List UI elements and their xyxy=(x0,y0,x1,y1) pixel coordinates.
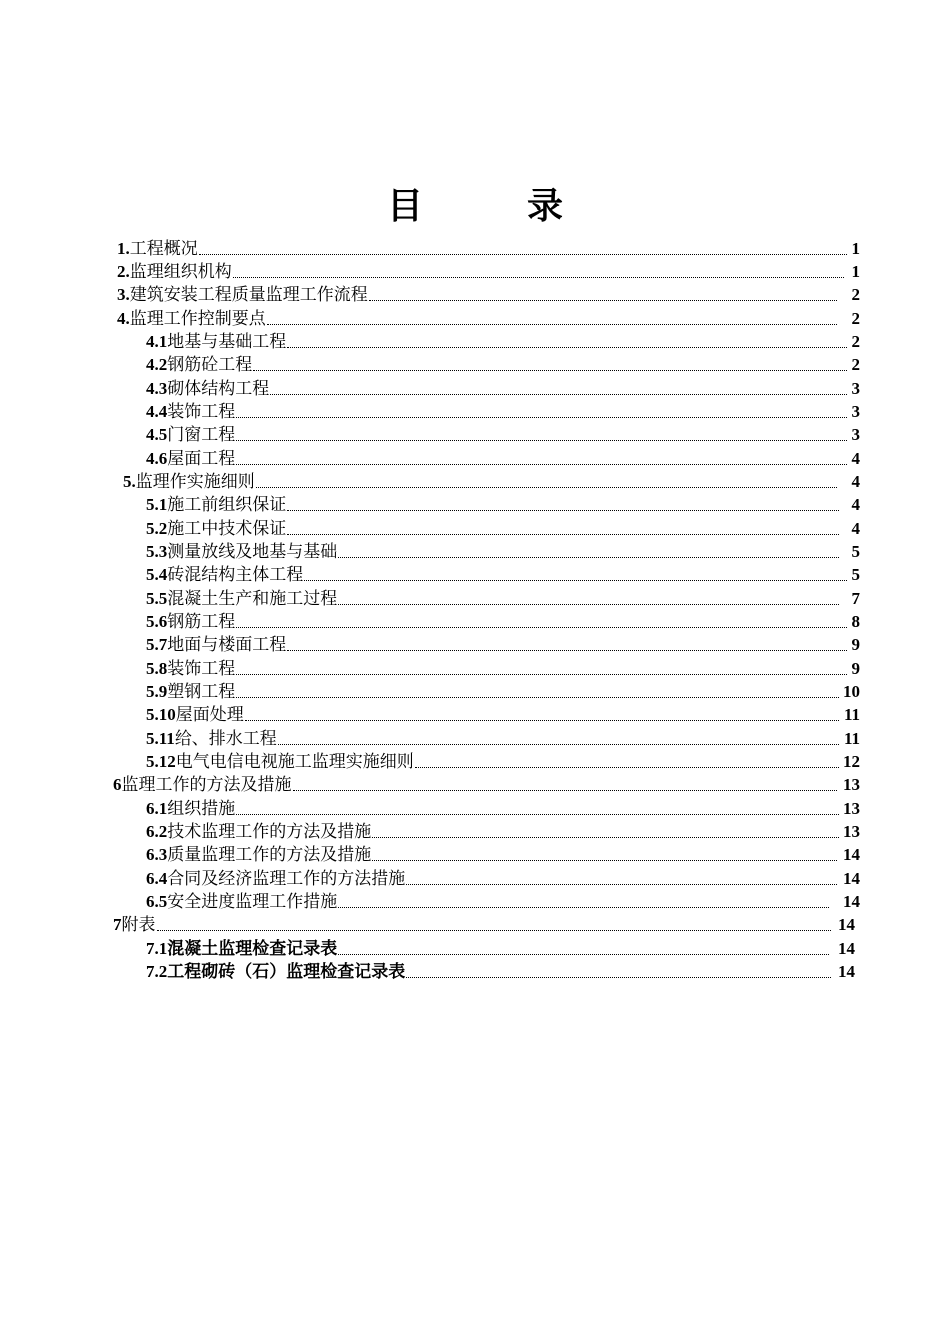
toc-entry-number: 6.5 xyxy=(146,892,168,911)
toc-entry-title: 地基与基础工程 xyxy=(167,332,287,352)
toc-entry-number: 5.10 xyxy=(146,705,176,724)
dot-leader xyxy=(256,486,837,488)
toc-entry-title: 屋面工程 xyxy=(167,449,236,469)
toc-entry-page: 14 xyxy=(838,939,855,958)
toc-entry-title: 门窗工程 xyxy=(167,425,236,445)
dot-leader xyxy=(236,416,847,418)
toc-entry-title: 屋面处理 xyxy=(175,705,244,725)
toc-entry[interactable] xyxy=(146,422,848,445)
toc-entry-number: 5.3 xyxy=(146,542,168,561)
toc-entry-page: 7 xyxy=(851,589,860,608)
toc-entry[interactable] xyxy=(113,772,838,795)
toc-entry-page: 14 xyxy=(843,869,860,888)
toc-entry-title: 装饰工程 xyxy=(167,659,236,679)
toc-entry[interactable] xyxy=(117,306,838,329)
dot-leader xyxy=(267,323,837,325)
toc-entry[interactable] xyxy=(146,446,848,469)
toc-entry-number: 7 xyxy=(113,915,122,934)
toc-entry-number: 4.5 xyxy=(146,425,168,444)
toc-entry-page: 2 xyxy=(851,309,860,328)
toc-entry-page: 9 xyxy=(851,635,860,654)
toc-entry-number: 4. xyxy=(117,309,130,328)
toc-entry[interactable] xyxy=(146,399,848,422)
toc-entry-number: 5.12 xyxy=(146,752,176,771)
toc-entry-page: 12 xyxy=(843,752,860,771)
toc-entry-title: 混凝土生产和施工过程 xyxy=(167,589,338,609)
dot-leader xyxy=(338,906,829,908)
toc-entry-title: 施工中技术保证 xyxy=(167,519,287,539)
dot-leader xyxy=(372,836,839,838)
toc-entry-page: 3 xyxy=(851,402,860,421)
toc-entry-number: 4.1 xyxy=(146,332,168,351)
toc-entry[interactable] xyxy=(146,819,840,842)
toc-entry-title: 合同及经济监理工作的方法措施 xyxy=(167,869,406,889)
toc-entry-page: 14 xyxy=(838,962,855,981)
dot-leader xyxy=(369,299,837,301)
toc-entry[interactable] xyxy=(146,796,840,819)
toc-entry[interactable] xyxy=(146,749,840,772)
toc-entry-page: 3 xyxy=(851,425,860,444)
toc-entry[interactable] xyxy=(146,539,840,562)
toc-entry-number: 5.9 xyxy=(146,682,168,701)
toc-entry[interactable] xyxy=(123,469,838,492)
toc-entry-number: 5.1 xyxy=(146,495,168,514)
toc-entry-title: 地面与楼面工程 xyxy=(167,635,287,655)
dot-leader xyxy=(287,509,839,511)
toc-entry-number: 1. xyxy=(117,239,130,258)
toc-entry-title: 给、排水工程 xyxy=(174,729,277,749)
toc-entry-number: 5.2 xyxy=(146,519,168,538)
toc-entry[interactable] xyxy=(146,726,840,749)
dot-leader xyxy=(293,789,838,791)
toc-entry-number: 4.4 xyxy=(146,402,168,421)
toc-entry[interactable] xyxy=(146,562,848,585)
toc-entry-title: 质量监理工作的方法及措施 xyxy=(167,845,372,865)
toc-entry-page: 5 xyxy=(851,542,860,561)
dot-leader xyxy=(338,953,829,955)
toc-entry-page: 9 xyxy=(851,659,860,678)
dot-leader xyxy=(287,533,839,535)
page-title xyxy=(0,178,950,229)
toc-entry[interactable] xyxy=(146,492,840,515)
toc-entry[interactable] xyxy=(146,842,838,865)
dot-leader xyxy=(236,626,847,628)
toc-entry-page: 11 xyxy=(843,705,860,724)
toc-entry-number: 4.6 xyxy=(146,449,168,468)
toc-entry-number: 5.8 xyxy=(146,659,168,678)
toc-entry-title: 装饰工程 xyxy=(167,402,236,422)
dot-leader xyxy=(245,719,839,721)
toc-entry-number: 6.1 xyxy=(146,799,168,818)
toc-entry-page: 2 xyxy=(851,332,860,351)
toc-entry-title: 电气电信电视施工监理实施细则 xyxy=(175,752,414,772)
dot-leader xyxy=(338,556,839,558)
toc-entry[interactable] xyxy=(117,282,838,305)
toc-entry-page: 2 xyxy=(851,355,860,374)
toc-entry-page: 4 xyxy=(851,449,860,468)
dot-leader xyxy=(236,813,839,815)
toc-entry[interactable] xyxy=(146,516,840,539)
toc-entry-title: 砌体结构工程 xyxy=(167,379,270,399)
toc-entry-page: 10 xyxy=(843,682,860,701)
toc-entry[interactable] xyxy=(117,259,845,282)
dot-leader xyxy=(287,346,847,348)
toc-entry-page: 14 xyxy=(843,845,860,864)
toc-entry-title: 砖混结构主体工程 xyxy=(167,565,304,585)
dot-leader xyxy=(406,976,831,978)
dot-leader xyxy=(199,253,847,255)
toc-entry[interactable] xyxy=(146,959,832,982)
toc-entry-title: 钢筋砼工程 xyxy=(167,355,253,375)
toc-entry[interactable] xyxy=(146,656,848,679)
toc-entry[interactable] xyxy=(146,352,848,375)
toc-entry-number: 7.1 xyxy=(146,939,168,958)
toc-entry-number: 5. xyxy=(123,472,136,491)
toc-entry-number: 2. xyxy=(117,262,130,281)
toc-entry-number: 7.2 xyxy=(146,962,168,981)
toc-entry-page: 4 xyxy=(851,472,860,491)
toc-entry[interactable] xyxy=(146,609,848,632)
toc-entry-number: 5.11 xyxy=(146,729,175,748)
title-char-1: 目 xyxy=(386,185,423,227)
toc-entry-title: 建筑安装工程质量监理工作流程 xyxy=(129,285,368,305)
toc-entry-number: 4.2 xyxy=(146,355,168,374)
toc-entry-page: 13 xyxy=(843,799,860,818)
toc-entry-page: 5 xyxy=(851,565,860,584)
toc-entry[interactable] xyxy=(146,702,840,725)
toc-entry-title: 施工前组织保证 xyxy=(167,495,287,515)
toc-entry-number: 4.3 xyxy=(146,379,168,398)
toc-entry-title: 技术监理工作的方法及措施 xyxy=(167,822,372,842)
toc-entry-title: 工程概况 xyxy=(129,239,198,259)
toc-entry-title: 监理组织机构 xyxy=(129,262,232,282)
toc-entry-title: 塑钢工程 xyxy=(167,682,236,702)
title-char-2: 录 xyxy=(527,185,564,227)
dot-leader xyxy=(236,463,847,465)
toc-entry[interactable] xyxy=(146,632,848,655)
toc-entry-title: 工程砌砖（石）监理检查记录表 xyxy=(167,962,406,982)
toc-entry-title: 组织措施 xyxy=(167,799,236,819)
toc-entry-number: 6.4 xyxy=(146,869,168,888)
toc-entry-page: 8 xyxy=(851,612,860,631)
toc-entry[interactable] xyxy=(146,889,830,912)
dot-leader xyxy=(304,579,847,581)
toc-entry-title: 监理工作的方法及措施 xyxy=(121,775,292,795)
toc-entry-number: 5.4 xyxy=(146,565,168,584)
toc-entry-title: 监理工作控制要点 xyxy=(129,309,266,329)
toc-entry-page: 4 xyxy=(851,519,860,538)
toc-entry-page: 11 xyxy=(843,729,860,748)
dot-leader xyxy=(372,859,837,861)
toc-entry-page: 13 xyxy=(843,775,860,794)
dot-leader xyxy=(236,696,839,698)
toc-entry[interactable] xyxy=(146,586,840,609)
toc-entry-page: 14 xyxy=(838,915,855,934)
toc-entry-page: 13 xyxy=(843,822,860,841)
toc-entry-number: 3. xyxy=(117,285,130,304)
toc-entry-number: 6.2 xyxy=(146,822,168,841)
toc-entry[interactable] xyxy=(146,376,848,399)
toc-entry-number: 6.3 xyxy=(146,845,168,864)
toc-entry-number: 6 xyxy=(113,775,122,794)
toc-entry-title: 测量放线及地基与基础 xyxy=(167,542,338,562)
toc-entry-title: 钢筋工程 xyxy=(167,612,236,632)
dot-leader xyxy=(233,276,844,278)
toc-entry[interactable] xyxy=(146,866,838,889)
toc-entry-title: 附表 xyxy=(121,915,156,935)
toc-entry[interactable] xyxy=(146,329,848,352)
dot-leader xyxy=(338,603,839,605)
toc-entry-title: 混凝土监理检查记录表 xyxy=(167,939,338,959)
toc-entry-page: 4 xyxy=(851,495,860,514)
dot-leader xyxy=(287,649,847,651)
toc-entry-title: 监理作实施细则 xyxy=(135,472,255,492)
toc-entry-page: 1 xyxy=(851,262,860,281)
dot-leader xyxy=(406,883,837,885)
dot-leader xyxy=(270,393,847,395)
dot-leader xyxy=(236,439,847,441)
dot-leader xyxy=(157,929,832,931)
toc-entry-page: 1 xyxy=(851,239,860,258)
toc-entry[interactable] xyxy=(146,679,840,702)
dot-leader xyxy=(253,369,847,371)
toc-entry[interactable] xyxy=(113,912,832,935)
toc-entry-title: 安全进度监理工作措施 xyxy=(167,892,338,912)
toc-entry[interactable] xyxy=(117,236,848,259)
toc-entry-number: 5.5 xyxy=(146,589,168,608)
toc-entry[interactable] xyxy=(146,936,830,959)
dot-leader xyxy=(278,743,839,745)
dot-leader xyxy=(415,766,839,768)
toc-entry-page: 3 xyxy=(851,379,860,398)
toc-entry-number: 5.7 xyxy=(146,635,168,654)
toc-entry-page: 2 xyxy=(851,285,860,304)
toc-entry-number: 5.6 xyxy=(146,612,168,631)
toc-entry-page: 14 xyxy=(843,892,860,911)
dot-leader xyxy=(236,673,847,675)
